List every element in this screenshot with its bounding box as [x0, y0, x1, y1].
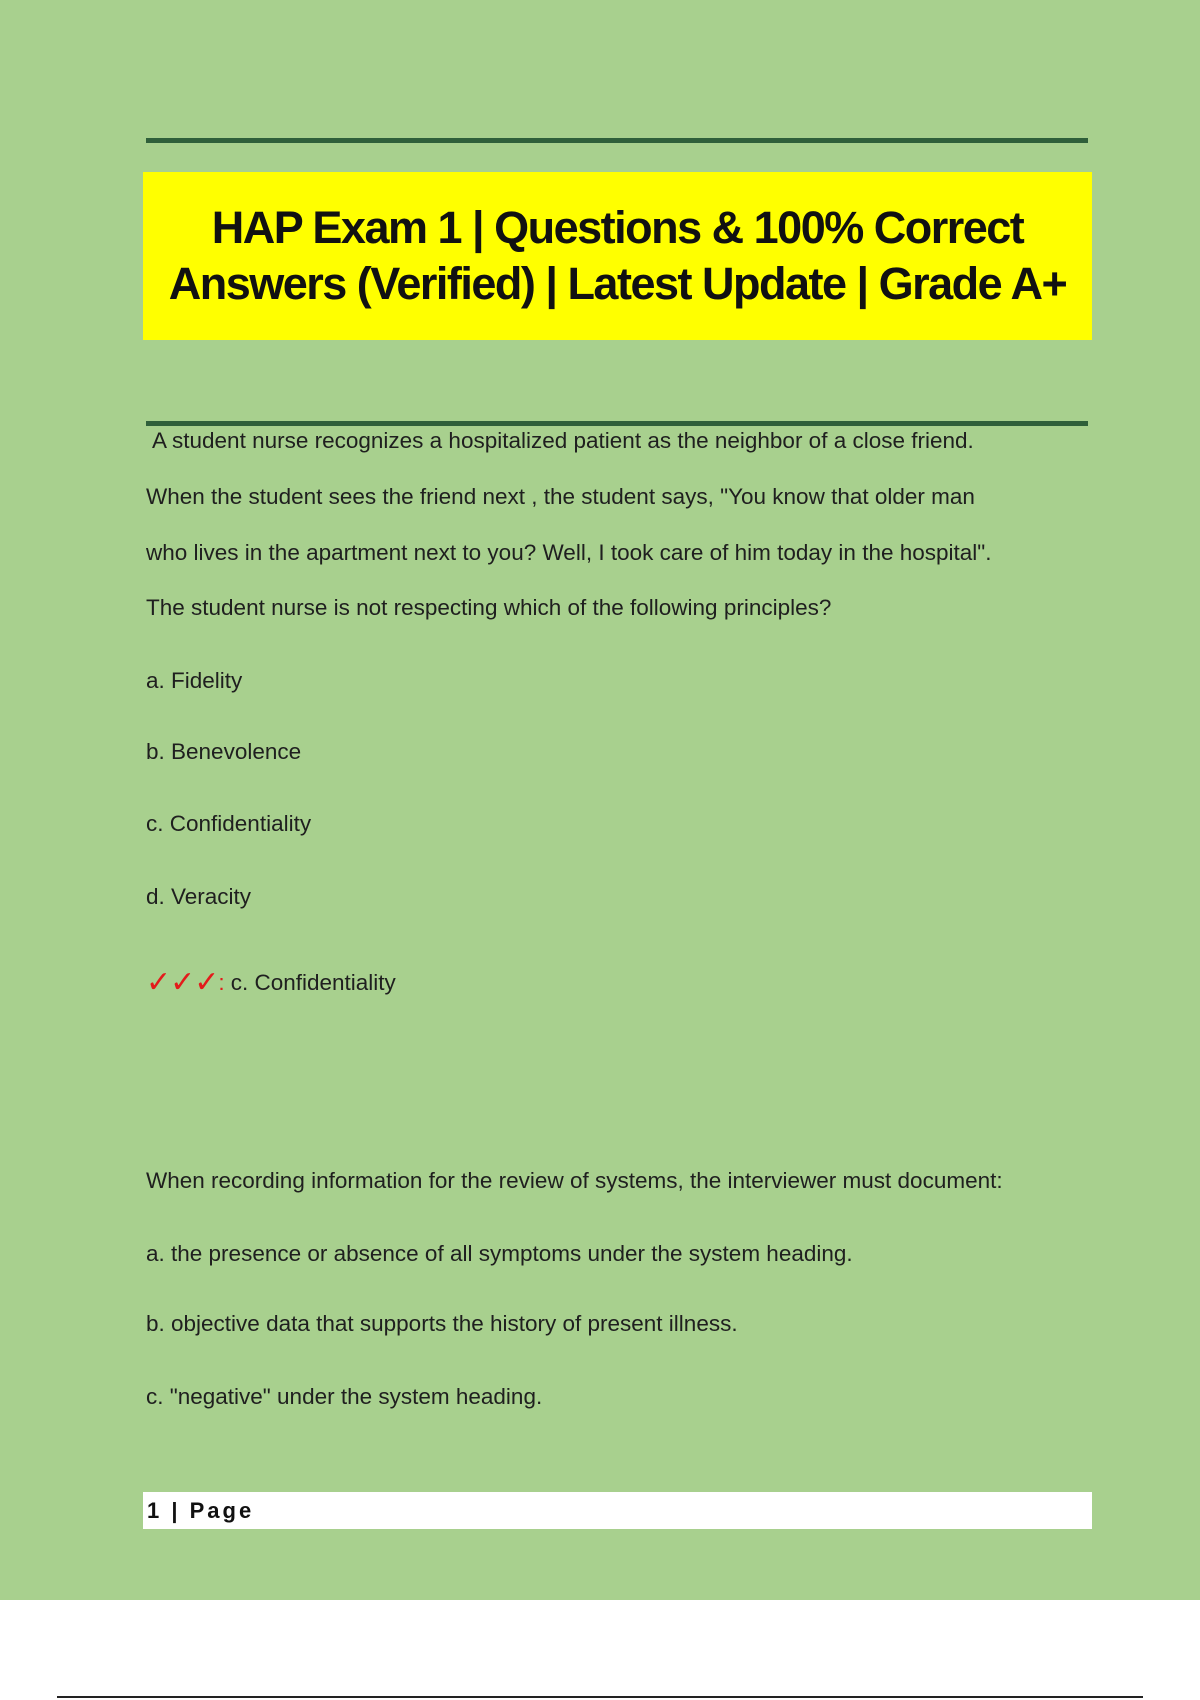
title-banner	[143, 172, 1092, 340]
question1-stem-line: A student nurse recognizes a hospitalized patient as the neighbor of a close friend.	[152, 428, 974, 453]
question1-option-b: b. Benevolence	[146, 739, 302, 764]
question1-stem-line: who lives in the apartment next to you? Well, I took care of him today in the hospital".	[146, 540, 992, 565]
question2-stem: When recording information for the review of systems, the interviewer must document:	[146, 1168, 1003, 1193]
question1-stem-line: The student nurse is not respecting which of the following principles?	[146, 595, 832, 620]
top-divider	[146, 138, 1088, 143]
question1-option-c: c. Confidentiality	[146, 811, 312, 836]
answer-colon: :	[218, 970, 225, 995]
check-marks-icon: ✓✓✓	[146, 965, 219, 1000]
page-footer	[143, 1492, 1092, 1529]
question1-option-a: a. Fidelity	[146, 668, 243, 693]
question2-option-b: b. objective data that supports the history of present illness.	[146, 1311, 738, 1336]
question1-answer	[146, 965, 396, 1000]
question2-option-a: a. the presence or absence of all symptoms under the system heading.	[146, 1241, 853, 1266]
answer-text: c. Confidentiality	[230, 970, 396, 995]
question2-option-c: c. "negative" under the system heading.	[146, 1384, 543, 1409]
page-number: 1 | Page	[147, 1497, 255, 1523]
question1-option-d: d. Veracity	[146, 884, 252, 909]
page-bottom-rule	[57, 1696, 1143, 1698]
section-divider	[146, 421, 1088, 426]
question1-stem-line: When the student sees the friend next , the student says, "You know that older man	[146, 484, 975, 509]
document-title: HAP Exam 1 | Questions & 100% Correct Answers (Verified) | Latest Update | Grade A+	[168, 202, 1067, 309]
